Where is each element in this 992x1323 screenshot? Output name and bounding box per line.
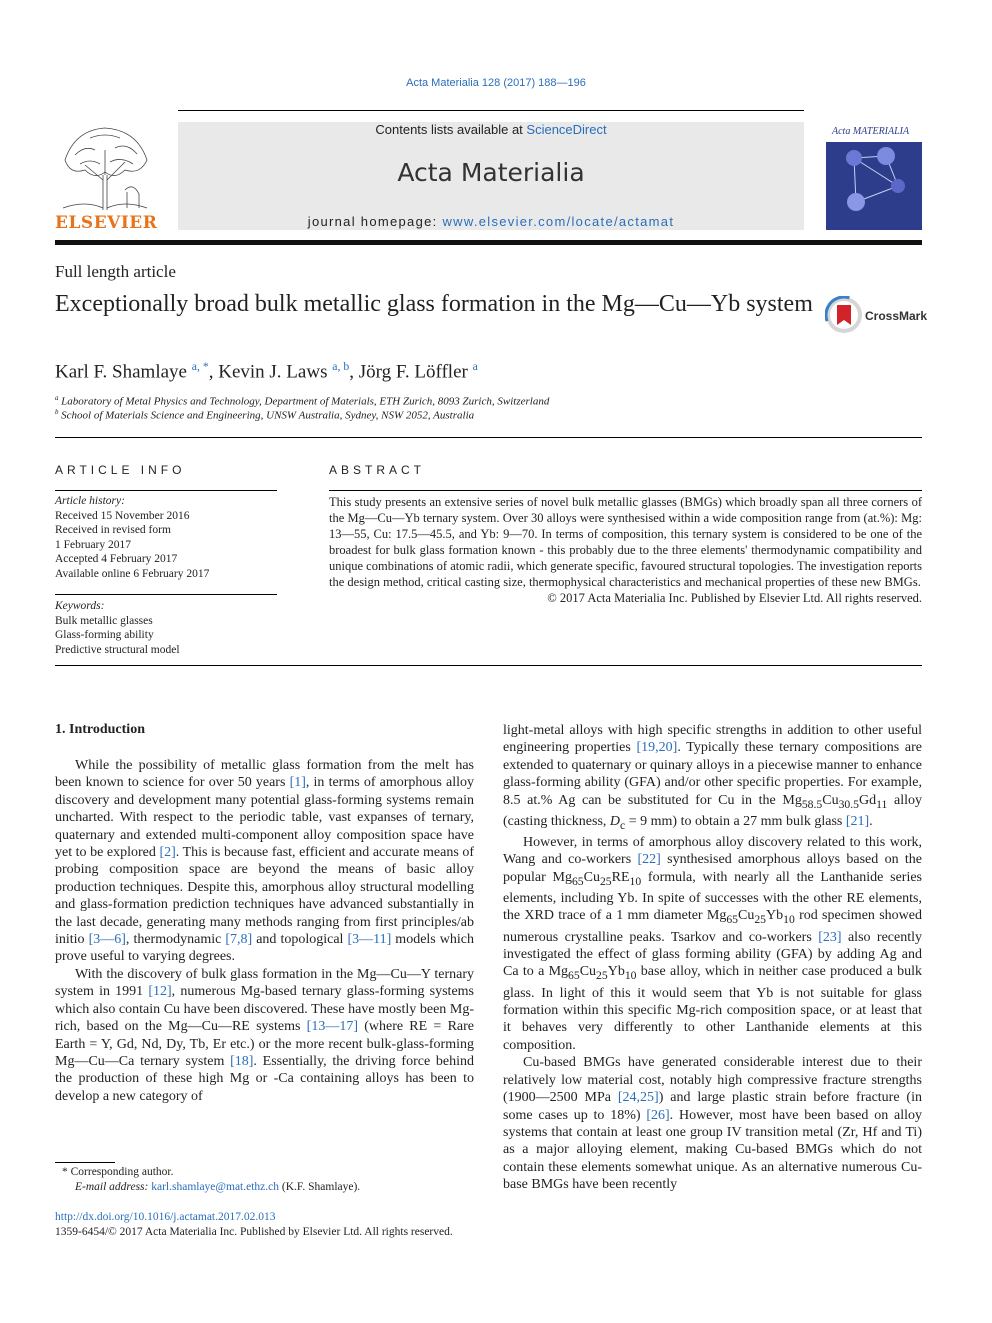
article-history bbox=[55, 494, 209, 581]
crossmark-label: CrossMark bbox=[865, 309, 928, 323]
homepage-line bbox=[178, 214, 804, 229]
contents-line bbox=[178, 122, 804, 137]
elsevier-wordmark: ELSEVIER bbox=[55, 213, 158, 233]
keywords-block bbox=[55, 599, 180, 657]
abstract-copyright: © 2017 Acta Materialia Inc. Published by Elsevier Ltd. All rights reserved. bbox=[547, 591, 922, 605]
citation-link[interactable]: [2] bbox=[159, 845, 176, 861]
author-separator: , bbox=[349, 361, 359, 383]
section-rule bbox=[55, 665, 922, 666]
keyword-item[interactable]: Glass-forming ability bbox=[55, 629, 154, 641]
journal-reference-link[interactable]: Acta Materialia 128 (2017) 188—196 bbox=[406, 77, 586, 89]
body-column-right bbox=[503, 722, 922, 1194]
abstract-rule bbox=[329, 490, 922, 491]
affiliation-mark: a bbox=[55, 395, 59, 402]
citation-link[interactable]: [26] bbox=[646, 1107, 670, 1123]
sciencedirect-link[interactable]: ScienceDirect bbox=[526, 122, 607, 137]
body-column-left bbox=[55, 757, 474, 1105]
citation-link[interactable]: [3—11] bbox=[347, 932, 392, 948]
keywords-label: Keywords: bbox=[55, 600, 105, 612]
citation-link[interactable]: [18] bbox=[230, 1053, 254, 1069]
history-item: Received in revised form bbox=[55, 524, 171, 536]
affiliation-mark: b bbox=[55, 409, 59, 416]
author-separator: , bbox=[208, 361, 219, 383]
citation-link[interactable]: [13—17] bbox=[306, 1019, 358, 1035]
history-item: Available online 6 February 2017 bbox=[55, 567, 210, 580]
corresponding-author-note: * Corresponding author. bbox=[62, 1166, 174, 1178]
history-item: Accepted 4 February 2017 bbox=[55, 553, 178, 565]
keyword-item[interactable]: Predictive structural model bbox=[55, 643, 180, 656]
header-bottom-rule bbox=[55, 240, 922, 245]
author-email-link[interactable]: karl.shamlaye@mat.ethz.ch bbox=[151, 1181, 280, 1193]
email-note bbox=[75, 1181, 360, 1193]
author-name[interactable]: Kevin J. Laws bbox=[218, 361, 328, 383]
email-label: E-mail address: bbox=[75, 1181, 149, 1193]
journal-cover-image[interactable] bbox=[826, 112, 922, 230]
issn-copyright: 1359-6454/© 2017 Acta Materialia Inc. Published by Elsevier Ltd. All rights reserved. bbox=[55, 1226, 453, 1238]
affiliation-text: School of Materials Science and Engineering, UNSW Australia, Sydney, NSW 2052, Australia bbox=[61, 409, 475, 422]
citation-link[interactable]: [21] bbox=[845, 813, 870, 829]
paragraph: However, in terms of amorphous alloy discovery related to this work, Wang and co-workers [22] synthesised amorphous alloys based on the popular $Mg_{65}Cu_{25}RE_{10}$ formula, with nearly all the Lanthanide series elements, including Yb. In spite of successes with the other RE elements, the XRD trace of a 1 mm diameter $Mg_{65}Cu_{25}Yb_{10}$ rod specimen showed numerous crystalline peaks. Tsarkov and co-workers [23] also recently investigated the effect of glass forming ability (GFA) by adding Ag and Ca to a $Mg_{65}Cu_{25}Yb_{10}$ base alloy, which in neither case produced a bulk glass. In light of this it would seem that Yb is not suitable for glass formation within this specific Mg-rich composition space, or at least that it behaves very differently to other Lanthanide elements at this composition. bbox=[503, 835, 923, 1053]
doi-link[interactable]: http://dx.doi.org/10.1016/j.actamat.2017.02.013 bbox=[55, 1211, 276, 1223]
citation-link[interactable]: [24,25] bbox=[617, 1090, 659, 1106]
history-item: 1 February 2017 bbox=[55, 538, 132, 551]
abstract-heading: ABSTRACT bbox=[329, 463, 426, 477]
history-item: Received 15 November 2016 bbox=[55, 509, 190, 522]
citation-link[interactable]: [22] bbox=[637, 852, 661, 868]
cover-title: Acta MATERIALIA bbox=[832, 126, 910, 137]
author-affiliation-mark[interactable]: a bbox=[472, 360, 478, 373]
cover-molecule-icon bbox=[826, 142, 922, 230]
citation-link[interactable]: [7,8] bbox=[225, 932, 253, 948]
paragraph: light-metal alloys with high specific strengths in addition to other useful engineering properties [19,20]. Typically these ternary compositions are extended to quaternary or quinary alloys in a piecewise manner to enhance glass-forming ability (GFA) and/or other specific properties. For example, 8.5 at.% Ag can be substituted for Cu in the $Mg_{58.5}Cu_{30.5}Gd_{11}$ alloy (casting thickness, $D_c = 9$ mm) to obtain a 27 mm bulk glass [21]. bbox=[503, 723, 922, 832]
author-name[interactable]: Jörg F. Löffler bbox=[358, 361, 468, 383]
abstract-body bbox=[329, 494, 922, 606]
keywords-rule bbox=[55, 594, 277, 595]
footnote-rule bbox=[55, 1162, 115, 1163]
affiliation-text: Laboratory of Metal Physics and Technology, Department of Materials, ETH Zurich, 8093 Zurich, Switzerland bbox=[61, 395, 550, 408]
citation-link[interactable]: [23] bbox=[818, 929, 842, 945]
affiliation-a bbox=[55, 395, 549, 408]
paragraph: Cu-based BMGs have generated considerable interest due to their relatively low material cost, notably high compressive fracture strengths (1900—2500 MPa [24,25]) and large plastic strain before fracture (in some cases up to 18%) [26]. However, most have been based on alloy systems that contain at least one group IV transition metal (Zr, Hf and Ti) as a major alloying element, making Cu-based BMGs which do not contain these elements somewhat unique. As an alternative numerous Cu-base BMGs have been recently bbox=[503, 1055, 922, 1193]
homepage-link[interactable]: www.elsevier.com/locate/actamat bbox=[442, 214, 675, 229]
article-info-heading: ARTICLE INFO bbox=[55, 463, 186, 477]
article-title: Exceptionally broad bulk metallic glass formation in the Mg—Cu—Yb system bbox=[55, 291, 813, 317]
section-rule bbox=[55, 437, 922, 438]
crossmark-icon bbox=[825, 296, 863, 334]
article-info-rule bbox=[55, 490, 277, 491]
history-label: Article history: bbox=[55, 495, 125, 507]
elsevier-logo bbox=[55, 120, 158, 233]
homepage-prefix: journal homepage: bbox=[307, 214, 443, 229]
article-type: Full length article bbox=[55, 262, 176, 281]
journal-header bbox=[178, 122, 804, 230]
citation-link[interactable]: [12] bbox=[148, 984, 172, 1000]
email-suffix: (K.F. Shamlaye). bbox=[281, 1181, 361, 1193]
citation-link[interactable]: [1] bbox=[289, 775, 306, 791]
citation-link[interactable]: [19,20] bbox=[636, 740, 678, 756]
crossmark-badge[interactable] bbox=[825, 296, 928, 336]
abstract-text: This study presents an extensive series of novel bulk metallic glasses (BMGs) which broadly span all three corners of the Mg—Cu—Yb ternary system. Over 30 alloys were synthesised within a wide composition range from (at.%): Mg: 13—55, Cu: 17.5—45.5, and Yb: 9—70. In terms of composition, this ternary system is considered to be one of the broadest for bulk glass formation known - this probably due to the three elements' thermodynamic compatibility and unique combinations of atomic radii, which generate specific, favoured structural topologies. The investigation reports the design method, critical casting size, thermophysical characteristics and mechanical properties of these new BMGs. bbox=[329, 495, 922, 589]
introduction-heading: 1. Introduction bbox=[55, 722, 145, 737]
author-name[interactable]: Karl F. Shamlaye bbox=[55, 361, 187, 383]
author-affiliation-mark[interactable]: a, b bbox=[332, 360, 350, 373]
citation-link[interactable]: [3—6] bbox=[88, 932, 126, 948]
header-top-rule bbox=[178, 110, 804, 111]
affiliation-b bbox=[55, 409, 474, 422]
paragraph: With the discovery of bulk glass formation in the Mg—Cu—Y ternary system in 1991 [12], numerous Mg-based ternary glass-forming systems which also contain Cu have been discovered. These have mostly been Mg-rich, based on the Mg—Cu—RE systems [13—17] (where RE = Rare Earth = Y, Gd, Nd, Dy, Tb, Er etc.) or the more recent bulk-glass-forming Mg—Cu—Ca ternary system [18]. Essentially, the driving force behind the production of these high Mg or -Ca containing alloys has been to develop a new category of bbox=[55, 966, 474, 1104]
keyword-item[interactable]: Bulk metallic glasses bbox=[55, 614, 153, 627]
contents-prefix: Contents lists available at bbox=[375, 122, 527, 137]
tree-logo-icon bbox=[55, 120, 155, 215]
author-affiliation-mark[interactable]: a, * bbox=[191, 360, 209, 373]
journal-title: Acta Materialia bbox=[397, 158, 585, 187]
author-list bbox=[55, 360, 478, 383]
paragraph: While the possibility of metallic glass formation from the melt has been known to science for over 50 years [1], in terms of amorphous alloy discovery and development many potential glass-forming systems remain uncharted. With respect to the periodic table, vast expanses of ternary, quaternary and extended multi-component alloy composition space have yet to be explored [2]. This is because fast, efficient and accurate means of probing composition space are beyond the means of basic alloy production techniques. Despite this, amorphous alloy structural modelling and glass-formation prediction techniques have advanced substantially in the last decade, generating many methods ranging from first principles/ab initio [3—6], thermodynamic [7,8] and topological [3—11] models which prove useful to varying degrees. bbox=[55, 758, 475, 965]
